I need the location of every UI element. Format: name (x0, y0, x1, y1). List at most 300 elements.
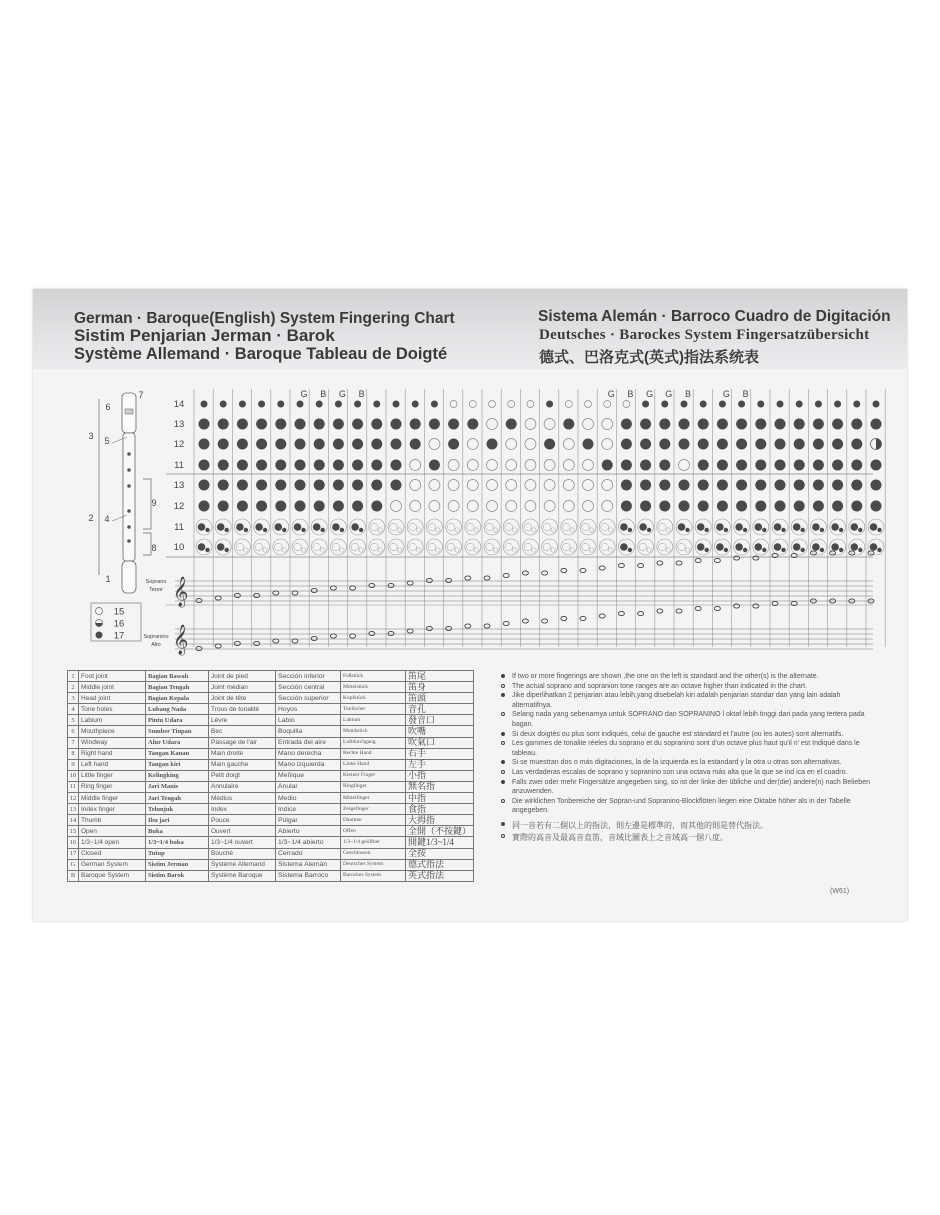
double-hole-ring-icon (426, 519, 442, 535)
closed-hole-icon (237, 439, 248, 450)
legend-term: 笛尾 (406, 671, 474, 682)
double-hole-ring-icon (273, 539, 289, 555)
closed-hole-icon (258, 401, 265, 408)
legend-term: Alur Udara (146, 737, 209, 748)
open-hole-icon (582, 543, 590, 551)
open-hole-icon (321, 548, 325, 552)
open-hole-icon (275, 543, 283, 551)
music-note-icon (388, 631, 394, 635)
music-note-icon (273, 591, 279, 595)
closed-hole-icon (820, 528, 824, 532)
closed-hole-icon (256, 480, 267, 491)
music-note-icon (446, 626, 452, 630)
legend-row (68, 804, 474, 815)
closed-hole-icon (775, 439, 786, 450)
legend-term: Mouthpiece (79, 726, 146, 737)
legend-term: Boquilla (276, 726, 341, 737)
open-hole-icon (525, 480, 536, 491)
closed-hole-icon (640, 460, 651, 471)
open-hole-icon (487, 501, 498, 512)
open-hole-icon (570, 528, 574, 532)
closed-hole-icon (851, 480, 862, 491)
part-number-label: 9 (151, 498, 157, 508)
legend-number: 13 (68, 804, 79, 815)
double-hole-ring-icon (657, 539, 673, 555)
closed-hole-icon (793, 543, 801, 551)
open-hole-icon (313, 543, 321, 551)
open-bullet-icon (501, 684, 505, 688)
closed-hole-icon (831, 543, 839, 551)
open-hole-icon (455, 528, 459, 532)
title-french: Système Allemand · Baroque Tableau de Doigté (74, 345, 448, 363)
closed-hole-icon (661, 401, 668, 408)
music-note-icon (561, 568, 567, 572)
open-hole-icon (582, 523, 590, 531)
open-hole-icon (563, 523, 571, 531)
closed-hole-icon (755, 523, 763, 531)
closed-hole-icon (794, 460, 805, 471)
legend-term: Pouce (209, 815, 276, 826)
closed-hole-icon (391, 419, 402, 430)
closed-hole-icon (487, 439, 498, 450)
music-note-icon (369, 631, 375, 635)
closed-hole-icon (297, 401, 304, 408)
open-hole-icon (371, 543, 379, 551)
closed-hole-icon (237, 501, 248, 512)
title-spanish: Sistema Alemán · Barroco Cuadro de Digitación (538, 308, 891, 325)
open-hole-icon (487, 460, 498, 471)
closed-hole-icon (621, 460, 632, 471)
legend-term: 中指 (406, 793, 474, 804)
hole-number-label: 14 (173, 399, 185, 410)
open-hole-icon (659, 543, 667, 551)
legend-term: Mano izquierda (276, 759, 341, 770)
part-number-label: 8 (151, 543, 157, 553)
legend-row (68, 859, 474, 870)
closed-hole-icon (698, 480, 709, 491)
part-number-label: 7 (138, 390, 144, 400)
closed-hole-icon (314, 419, 325, 430)
system-letter: G (646, 389, 654, 399)
closed-hole-icon (333, 480, 344, 491)
closed-hole-icon (640, 439, 651, 450)
open-hole-icon (639, 543, 647, 551)
closed-hole-icon (275, 439, 286, 450)
music-note-icon (196, 646, 202, 650)
closed-hole-icon (371, 480, 382, 491)
music-note-icon (350, 586, 356, 590)
open-hole-icon (544, 480, 555, 491)
legend-row (68, 837, 474, 848)
system-letter: G (722, 389, 730, 399)
closed-hole-icon (429, 419, 440, 430)
filled-bullet-icon (501, 674, 505, 678)
closed-hole-icon (239, 401, 246, 408)
legend-term: Head joint (79, 693, 146, 704)
legend-term: Open (79, 826, 146, 837)
closed-hole-icon (295, 480, 306, 491)
legend-row (68, 715, 474, 726)
legend-term: Joint de tête (209, 693, 276, 704)
open-hole-icon (467, 543, 475, 551)
legend-term: Bouché (209, 848, 276, 859)
closed-hole-icon (736, 480, 747, 491)
closed-hole-icon (237, 460, 248, 471)
music-note-icon (580, 616, 586, 620)
legend-number: G (68, 859, 79, 870)
closed-hole-icon (839, 528, 843, 532)
closed-hole-icon (775, 460, 786, 471)
open-hole-icon (359, 548, 363, 552)
open-bullet-icon (501, 834, 505, 838)
closed-hole-icon (640, 419, 651, 430)
legend-term: Annulaire (209, 781, 276, 792)
open-hole-icon (397, 528, 401, 532)
open-hole-icon (589, 548, 593, 552)
open-hole-icon (467, 439, 478, 450)
closed-hole-icon (801, 548, 805, 552)
closed-hole-icon (716, 523, 724, 531)
treble-clef-icon: 𝄞 (173, 625, 189, 655)
closed-hole-icon (314, 439, 325, 450)
closed-hole-icon (871, 419, 882, 430)
closed-hole-icon (679, 480, 690, 491)
open-hole-icon (609, 548, 613, 552)
open-hole-icon (601, 543, 609, 551)
closed-hole-icon (332, 523, 340, 531)
open-hole-icon (428, 543, 436, 551)
legend-number: 15 (68, 826, 79, 837)
open-hole-icon (467, 523, 475, 531)
open-hole-icon (604, 401, 611, 408)
double-hole-ring-icon (561, 519, 577, 535)
legend-number: 7 (68, 737, 79, 748)
closed-hole-icon (736, 419, 747, 430)
legend-term: Labium (341, 715, 406, 726)
open-hole-icon (659, 523, 667, 531)
open-hole-icon (563, 439, 574, 450)
closed-hole-icon (620, 523, 628, 531)
closed-hole-icon (237, 480, 248, 491)
treble-clef-icon: 𝄞 (173, 577, 189, 607)
open-hole-icon (378, 548, 382, 552)
open-hole-icon (532, 528, 536, 532)
music-note-icon (407, 629, 413, 633)
legend-term: 左手 (406, 759, 474, 770)
note-item (500, 672, 880, 682)
part-number-label: 6 (105, 402, 111, 412)
legend-term: Abierto (276, 826, 341, 837)
open-hole-icon (390, 543, 398, 551)
closed-hole-icon (774, 543, 782, 551)
legend-term: Daumen (341, 815, 406, 826)
note-text: Selang nada yang sebenarnya untuk SOPRANO dan SOPRANINO l oktaf lebih tinggi dari pada yang tertera pada bagan. (512, 711, 865, 728)
double-hole-ring-icon (503, 539, 519, 555)
title-english: German · Baroque(English) System Fingering Chart (74, 310, 455, 327)
closed-hole-icon (391, 480, 402, 491)
open-hole-icon (585, 401, 592, 408)
open-hole-icon (351, 543, 359, 551)
legend-row (68, 793, 474, 804)
legend-term: Joint de pied (209, 671, 276, 682)
legend-term: Joint médian (209, 682, 276, 693)
legend-term: Bec (209, 726, 276, 737)
legend-number: 11 (68, 781, 79, 792)
system-letter: G (338, 389, 346, 399)
legend-term: Lèvre (209, 715, 276, 726)
filled-bullet-icon (501, 822, 505, 826)
music-note-icon (580, 568, 586, 572)
closed-hole-icon (199, 439, 210, 450)
open-hole-icon (487, 419, 498, 430)
legend-term: Mittelfinger (341, 793, 406, 804)
legend-term: Deutsches System (341, 859, 406, 870)
closed-hole-icon (277, 401, 284, 408)
open-hole-icon (486, 523, 494, 531)
closed-hole-icon (832, 480, 843, 491)
note-item (500, 739, 880, 758)
closed-hole-icon (314, 501, 325, 512)
note-text: 實際的高音及最高音直笛，音域比圖表上之音域高一個八度。 (512, 832, 728, 842)
closed-hole-icon (199, 419, 210, 430)
legend-term: Baroque System (79, 870, 146, 881)
double-hole-ring-icon (407, 519, 423, 535)
legend-term: Indice (276, 804, 341, 815)
closed-hole-icon (775, 501, 786, 512)
double-hole-ring-icon (311, 539, 327, 555)
open-hole-icon (428, 523, 436, 531)
music-note-icon (484, 624, 490, 628)
open-bullet-icon (501, 799, 505, 803)
music-note-icon (503, 621, 509, 625)
open-hole-icon (525, 501, 536, 512)
double-hole-ring-icon (446, 519, 462, 535)
closed-hole-icon (762, 548, 766, 552)
legend-term: 小指 (406, 770, 474, 781)
open-hole-icon (551, 528, 555, 532)
legend-term: Sistema Barroco (276, 870, 341, 881)
key-legend-label: 16 (113, 618, 125, 630)
open-hole-icon (409, 523, 417, 531)
note-item (500, 682, 880, 692)
legend-term: 1/3~1/4 open (79, 837, 146, 848)
closed-hole-icon (410, 419, 421, 430)
legend-term: Closed (79, 848, 146, 859)
music-note-icon (196, 598, 202, 602)
legend-number: B (68, 870, 79, 881)
legend-term: Right hand (79, 748, 146, 759)
closed-hole-icon (705, 528, 709, 532)
closed-hole-icon (467, 419, 478, 430)
open-hole-icon (623, 401, 630, 408)
bracket-line (143, 479, 151, 529)
staff-label: Sopranino (143, 634, 169, 640)
open-hole-icon (390, 523, 398, 531)
legend-term: Luftdurchgang (341, 737, 406, 748)
open-hole-icon (340, 548, 344, 552)
music-note-icon (542, 571, 548, 575)
legend-number: 14 (68, 815, 79, 826)
open-hole-icon (282, 548, 286, 552)
closed-hole-icon (858, 548, 862, 552)
open-hole-icon (371, 523, 379, 531)
closed-hole-icon (796, 401, 803, 408)
music-note-icon (465, 576, 471, 580)
legend-number: 8 (68, 748, 79, 759)
key-legend-label: 15 (113, 606, 125, 618)
legend-term: 開鍵1/3~1/4 (406, 837, 474, 848)
legend-term: 英式指法 (406, 870, 474, 881)
system-letter: B (742, 389, 749, 399)
closed-hole-icon (373, 401, 380, 408)
closed-hole-icon (340, 528, 344, 532)
closed-hole-icon (314, 480, 325, 491)
open-hole-icon (602, 439, 613, 450)
legend-term: 德式指法 (406, 859, 474, 870)
open-hole-icon (602, 480, 613, 491)
closed-hole-icon (602, 460, 613, 471)
legend-term: Main droite (209, 748, 276, 759)
closed-hole-icon (263, 528, 267, 532)
open-hole-icon (436, 528, 440, 532)
closed-hole-icon (820, 548, 824, 552)
legend-term: 1/3~1/4 geöffnet (341, 837, 406, 848)
half-hole-icon (96, 623, 103, 627)
open-hole-icon (417, 528, 421, 532)
closed-hole-icon (834, 401, 841, 408)
closed-hole-icon (563, 419, 574, 430)
music-note-icon (714, 606, 720, 610)
closed-hole-icon (275, 419, 286, 430)
closed-hole-icon (256, 419, 267, 430)
music-note-icon (657, 561, 663, 565)
music-note-icon (714, 558, 720, 562)
open-hole-icon (448, 501, 459, 512)
open-hole-icon (391, 501, 402, 512)
music-note-icon (215, 596, 221, 600)
open-hole-icon (410, 501, 421, 512)
legend-term: Sección central (276, 682, 341, 693)
closed-hole-icon (738, 401, 745, 408)
closed-hole-icon (871, 480, 882, 491)
note-item (500, 730, 880, 740)
closed-hole-icon (218, 419, 229, 430)
hole-number-label: 11 (174, 460, 184, 471)
legend-row (68, 671, 474, 682)
note-text: The actual soprano and sopranion tone ranges are an octave higher than indicated in the chart. (512, 682, 807, 690)
closed-hole-icon (371, 419, 382, 430)
legend-term: Kelingking (146, 770, 209, 781)
legend-term: 1/3~1/4 buka (146, 837, 209, 848)
closed-hole-icon (679, 419, 690, 430)
closed-hole-icon (813, 419, 824, 430)
open-hole-icon (666, 528, 670, 532)
double-hole-ring-icon (426, 539, 442, 555)
music-note-icon (234, 593, 240, 597)
music-note-icon (407, 581, 413, 585)
legend-term: Sumber Tiupan (146, 726, 209, 737)
closed-hole-icon (851, 501, 862, 512)
system-letter: B (358, 389, 365, 399)
closed-hole-icon (201, 401, 208, 408)
closed-hole-icon (832, 439, 843, 450)
open-bullet-icon (501, 712, 505, 716)
closed-hole-icon (205, 548, 209, 552)
closed-hole-icon (198, 543, 206, 551)
closed-hole-icon (801, 528, 805, 532)
closed-hole-icon (757, 401, 764, 408)
open-hole-icon (489, 401, 496, 408)
music-note-icon (753, 556, 759, 560)
closed-hole-icon (354, 401, 361, 408)
music-note-icon (638, 563, 644, 567)
open-hole-icon (679, 460, 690, 471)
part-number-label: 4 (104, 514, 110, 524)
note-text: If two or more fingerings are shown ,the one on the left is standard and the other(s) is the alternate. (512, 673, 819, 680)
closed-hole-icon (621, 501, 632, 512)
closed-hole-icon (352, 501, 363, 512)
music-note-icon (465, 624, 471, 628)
system-letter: G (665, 389, 673, 399)
closed-hole-icon (620, 543, 628, 551)
closed-hole-icon (316, 401, 323, 408)
bracket-line (143, 533, 151, 555)
double-hole-ring-icon (484, 539, 500, 555)
closed-hole-icon (335, 401, 342, 408)
legend-number: 4 (68, 704, 79, 715)
open-hole-icon (543, 523, 551, 531)
double-hole-ring-icon (657, 519, 673, 535)
open-hole-icon (436, 548, 440, 552)
closed-hole-icon (642, 401, 649, 408)
closed-hole-icon (628, 528, 632, 532)
open-hole-icon (544, 501, 555, 512)
open-hole-icon (244, 548, 248, 552)
open-hole-icon (506, 439, 517, 450)
closed-hole-icon (321, 528, 325, 532)
labium-icon (125, 409, 133, 414)
part-number-label: 1 (105, 574, 111, 584)
closed-hole-icon (812, 523, 820, 531)
closed-hole-icon (217, 523, 225, 531)
legend-row (68, 826, 474, 837)
music-note-icon (426, 626, 432, 630)
legend-term: Ring finger (79, 781, 146, 792)
open-hole-icon (486, 543, 494, 551)
music-note-icon (638, 611, 644, 615)
music-note-icon (542, 619, 548, 623)
open-bullet-icon (501, 770, 505, 774)
open-bullet-icon (501, 741, 505, 745)
closed-hole-icon (735, 523, 743, 531)
closed-hole-icon (448, 439, 459, 450)
open-hole-icon (525, 460, 536, 471)
closed-hole-icon (775, 419, 786, 430)
closed-hole-icon (832, 460, 843, 471)
open-hole-icon (666, 548, 670, 552)
tone-hole-icon (127, 468, 131, 472)
closed-hole-icon (858, 528, 862, 532)
legend-term: Offen (341, 826, 406, 837)
legend-term: Middle finger (79, 793, 146, 804)
closed-hole-icon (678, 523, 686, 531)
closed-hole-icon (832, 501, 843, 512)
closed-hole-icon (877, 528, 881, 532)
legend-row (68, 737, 474, 748)
double-hole-ring-icon (580, 539, 596, 555)
legend-table (67, 670, 474, 882)
double-hole-ring-icon (446, 539, 462, 555)
